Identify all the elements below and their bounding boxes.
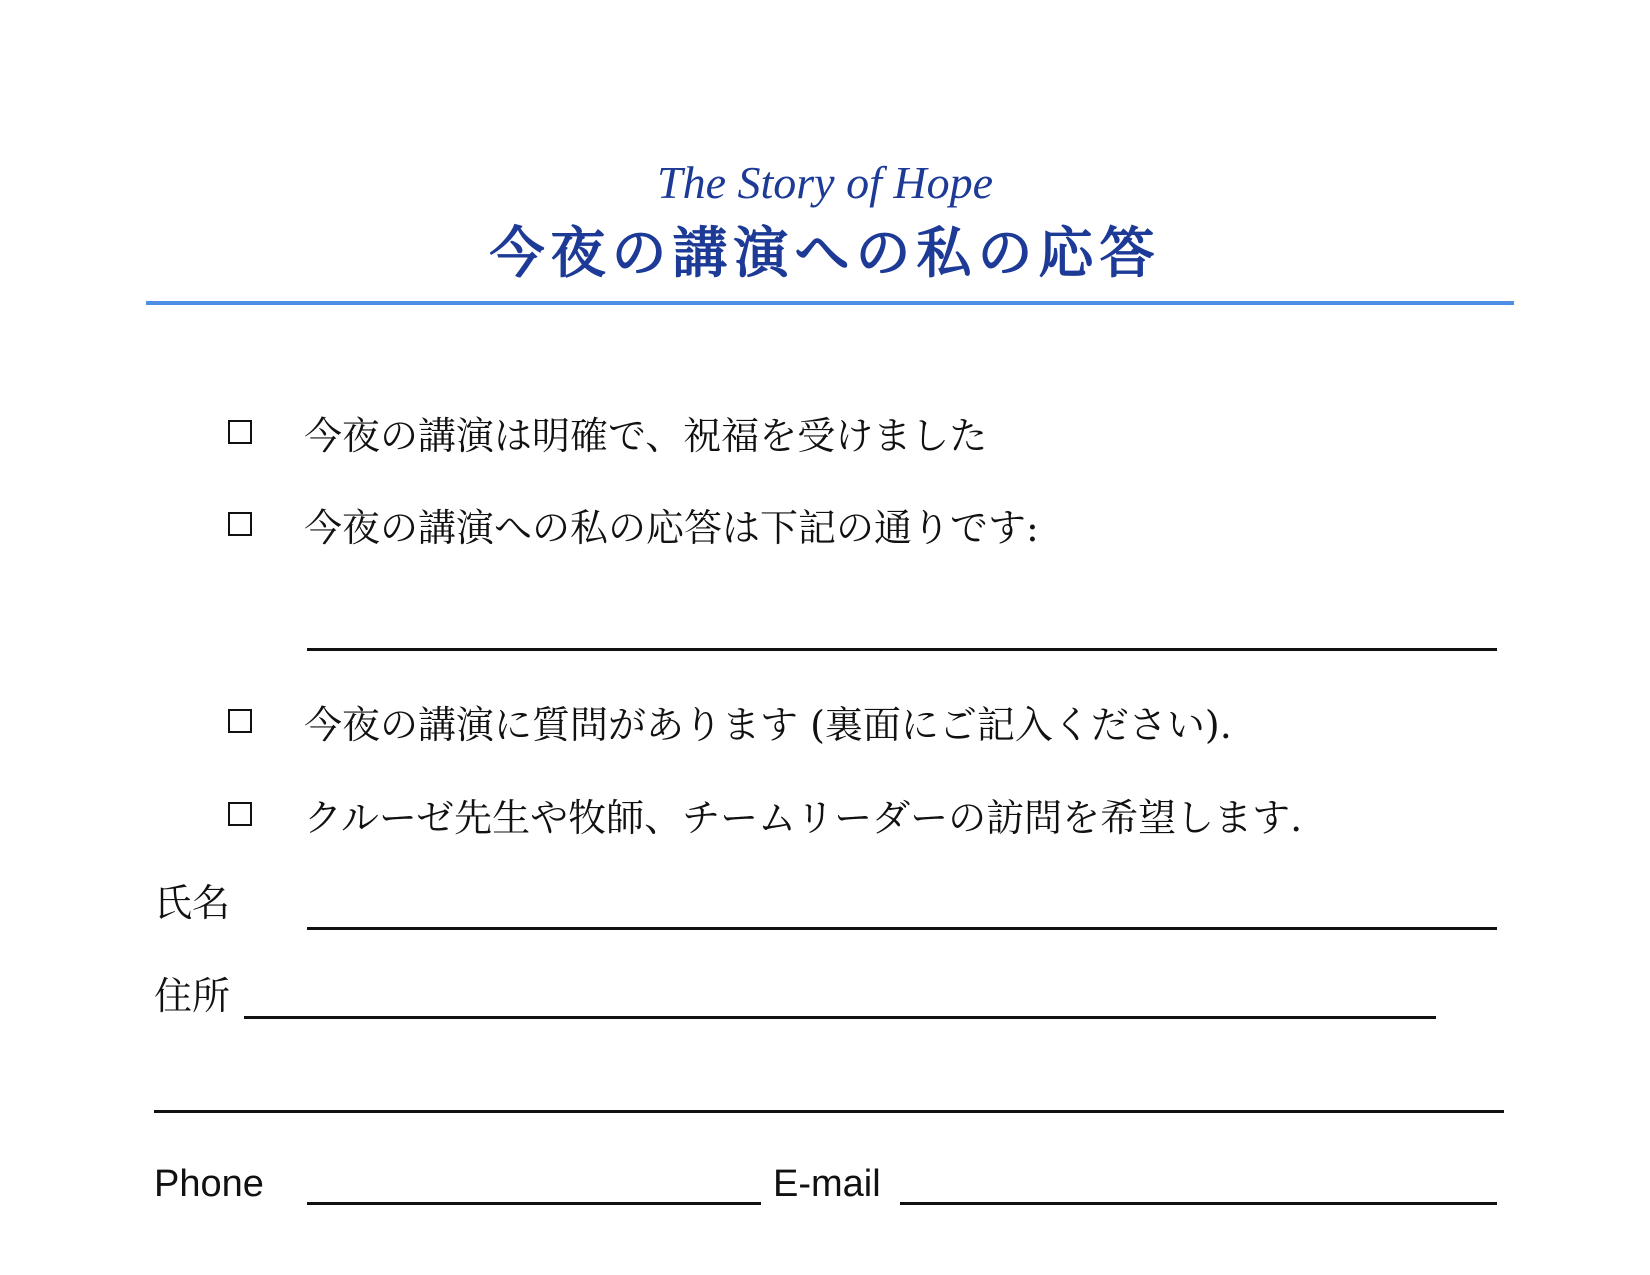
form-title-japanese: 今夜の講演への私の応答 — [489, 220, 1161, 285]
address-line2-underline — [154, 1110, 1504, 1113]
name-field[interactable] — [307, 885, 1501, 927]
name-label: 氏名 — [154, 881, 231, 925]
address-label: 住所 — [154, 974, 231, 1018]
option-label-question: 今夜の講演に質問があります (裏面にご記入ください). — [304, 702, 1232, 747]
header-divider — [146, 301, 1514, 305]
form-title-english: The Story of Hope — [656, 157, 993, 208]
response-underline — [307, 648, 1497, 651]
email-underline — [900, 1202, 1497, 1205]
option-label-visit-request: クルーゼ先生や牧師、チームリーダーの訪問を希望します. — [304, 795, 1303, 840]
phone-underline — [307, 1202, 761, 1205]
response-field[interactable] — [307, 606, 1501, 648]
email-label: E-mail — [773, 1163, 881, 1205]
phone-field[interactable] — [307, 1160, 765, 1202]
option-row-clear-blessed — [0, 405, 987, 459]
address-field[interactable] — [244, 974, 1440, 1016]
checkbox-clear-blessed[interactable] — [228, 420, 252, 444]
checkbox-my-response[interactable] — [228, 512, 252, 536]
option-row-question — [0, 694, 1232, 748]
address-underline — [244, 1016, 1436, 1019]
address-line2-field[interactable] — [154, 1068, 1508, 1110]
option-row-visit-request — [0, 787, 1302, 841]
checkbox-visit-request[interactable] — [228, 802, 252, 826]
option-label-my-response: 今夜の講演への私の応答は下記の通りです: — [304, 505, 1039, 550]
phone-label: Phone — [154, 1163, 264, 1205]
name-underline — [307, 927, 1497, 930]
option-row-my-response — [0, 497, 1039, 551]
option-label-clear-blessed: 今夜の講演は明確で、祝福を受けました — [304, 413, 988, 458]
email-field[interactable] — [900, 1160, 1501, 1202]
checkbox-question[interactable] — [228, 709, 252, 733]
